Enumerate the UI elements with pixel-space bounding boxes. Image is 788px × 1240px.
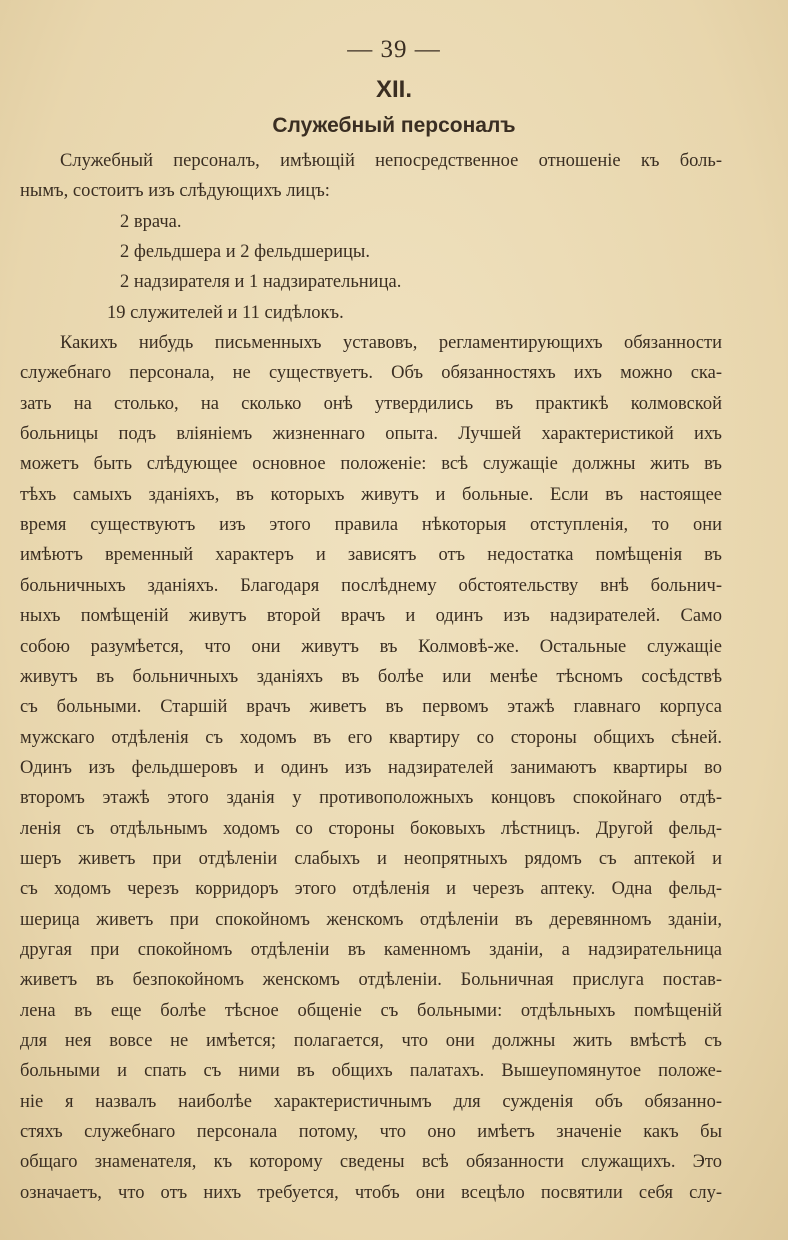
text-line: ленія съ отдѣльнымъ ходомъ со стороны боковыхъ лѣстницъ. Другой фельд- [20, 818, 722, 839]
text-line: для нея вовсе не имѣется; полагается, что они должны жить вмѣстѣ съ [20, 1030, 722, 1051]
list-item: 2 фельдшера и 2 фельдшерицы. [120, 242, 370, 263]
text-line: ныхъ помѣщеній живутъ второй врачъ и одинъ изъ надзирателей. Само [20, 606, 722, 627]
text-line: зать на столько, на сколько онѣ утвердились въ практикѣ колмовской [20, 393, 722, 414]
text-line: стяхъ служебнаго персонала потому, что оно имѣетъ значеніе какъ бы [20, 1122, 722, 1142]
text-line: собою разумѣется, что они живутъ въ Колмовѣ-же. Остальные служащіе [20, 636, 722, 657]
text-line: Служебный персоналъ, имѣющій непосредственное отношеніе къ боль- [60, 151, 722, 171]
list-item: 19 служителей и 11 сидѣлокъ. [107, 302, 344, 323]
body-text [20, 146, 722, 1208]
text-line: больничныхъ зданіяхъ. Благодаря послѣднему обстоятельству внѣ больнич- [20, 575, 722, 596]
text-line: шеръ живетъ при отдѣленіи слабыхъ и неопрятныхъ рядомъ съ аптекой и [20, 848, 722, 869]
text-line: больницы подъ вліяніемъ жизненнаго опыта. Лучшей характеристикой ихъ [20, 424, 722, 445]
chapter-number: XII. [375, 76, 412, 103]
text-line: можетъ быть слѣдующее основное положеніе: всѣ служащіе должны жить въ [20, 454, 722, 475]
text-line: служебнаго персонала, не существуетъ. Объ обязанностяхъ ихъ можно ска- [20, 363, 722, 384]
paragraph [20, 328, 722, 1208]
text-line: время существуютъ изъ этого правила нѣкоторыя отступленія, то они [20, 515, 722, 536]
text-line: общаго знаменателя, къ которому сведены всѣ обязанности служащихъ. Это [20, 1152, 722, 1173]
text-line: живутъ въ больничныхъ зданіяхъ въ болѣе или менѣе тѣсномъ сосѣдствѣ [20, 666, 722, 687]
text-line: ніе я назвалъ наиболѣе характеристичнымъ для сужденія объ обязанно- [20, 1091, 722, 1112]
text-line: другая при спокойномъ отдѣленіи въ каменномъ зданіи, а надзирательница [20, 939, 722, 960]
list-item: 2 надзирателя и 1 надзирательница. [120, 272, 402, 293]
section-heading: Служебный персоналъ [272, 114, 516, 137]
text-line: второмъ этажѣ этого зданія у противоположныхъ концовъ спокойнаго отдѣ- [20, 788, 722, 809]
text-line: Какихъ нибудь письменныхъ уставовъ, регламентирующихъ обязанности [60, 333, 722, 354]
text-line: нымъ, состоитъ изъ слѣдующихъ лицъ: [20, 181, 330, 202]
list-item: 2 врача. [120, 211, 182, 232]
text-line: мужскаго отдѣленія съ ходомъ въ его квартиру со стороны общихъ сѣней. [20, 727, 722, 748]
text-line: съ ходомъ черезъ корридоръ этого отдѣленія и черезъ аптеку. Одна фельд- [20, 879, 722, 900]
text-line: живетъ въ безпокойномъ женскомъ отдѣленіи. Больничная прислуга постав- [20, 970, 722, 991]
text-line: тѣхъ самыхъ зданіяхъ, въ которыхъ живутъ и больные. Если въ настоящее [20, 484, 722, 505]
text-line: означаетъ, что отъ нихъ требуется, чтобъ они всецѣло посвятили себя слу- [20, 1182, 722, 1203]
text-line: лена въ еще болѣе тѣсное общеніе съ больными: отдѣльныхъ помѣщеній [20, 1000, 722, 1021]
text-line: Одинъ изъ фельдшеровъ и одинъ изъ надзирателей занимаютъ квартиры во [20, 757, 722, 778]
text-line: съ больными. Старшій врачъ живетъ въ первомъ этажѣ главнаго корпуса [20, 697, 722, 718]
text-line: больными и спать съ ними въ общихъ палатахъ. Вышеупомянутое положе- [20, 1061, 722, 1082]
text-line: имѣютъ временный характеръ и зависятъ отъ недостатка помѣщенія въ [20, 545, 722, 566]
page-number: — 39 — [347, 36, 441, 63]
text-line: шерица живетъ при спокойномъ женскомъ отдѣленіи въ деревянномъ зданіи, [20, 909, 722, 930]
